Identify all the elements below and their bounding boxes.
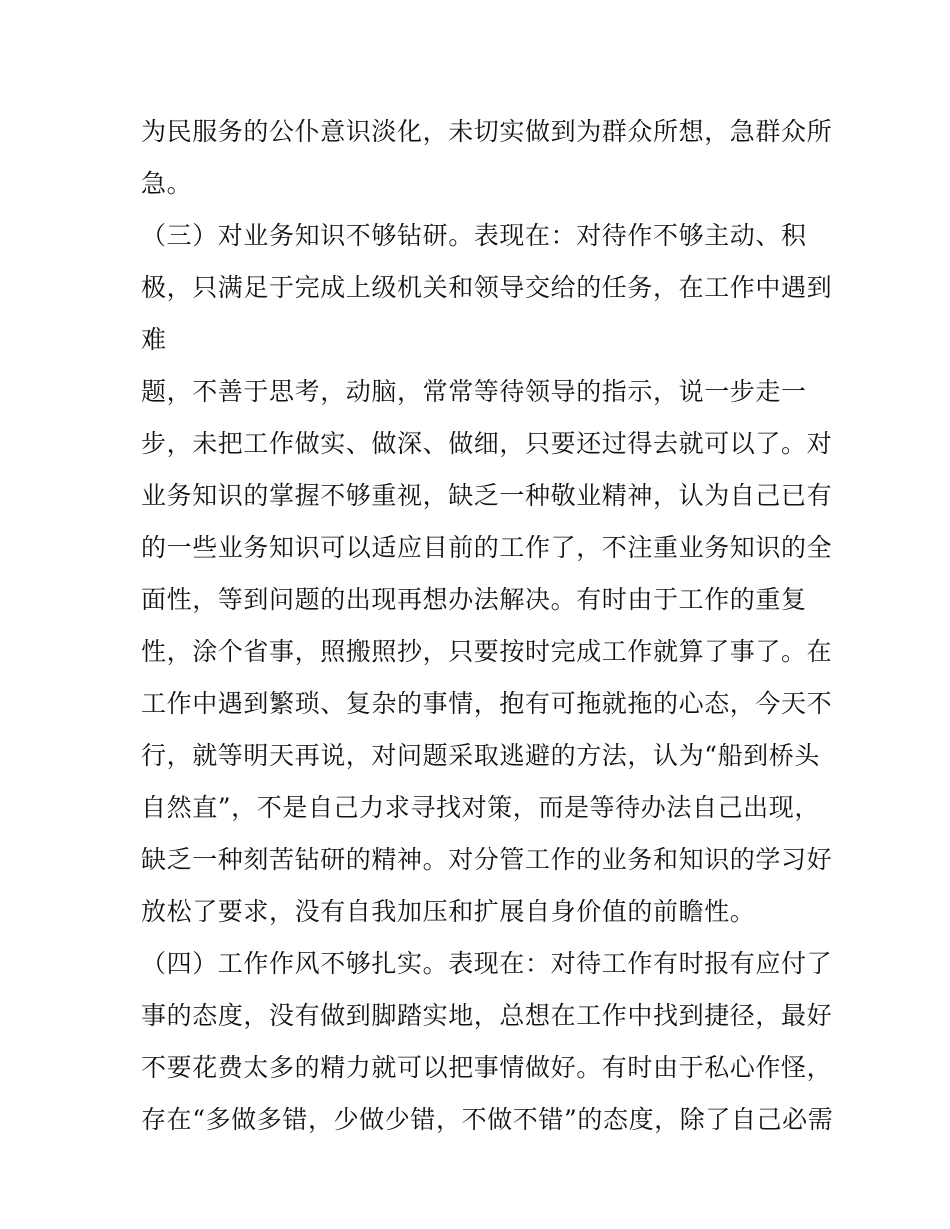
text-line: 的一些业务知识可以适应目前的工作了，不注重业务知识的全 [141,533,833,562]
text-line: 业务知识的掌握不够重视，缺乏一种敬业精神，认为自己已有 [141,481,833,510]
text-line: 工作中遇到繁琐、复杂的事情，抱有可拖就拖的心态，今天不 [141,689,833,718]
text-line: 存在“多做多错，少做少错，不做不错”的态度，除了自己必需 [141,1105,834,1134]
text-line: 事的态度，没有做到脚踏实地，总想在工作中找到捷径，最好 [141,1001,833,1030]
text-line: 难 [141,325,167,354]
text-line: 放松了要求，没有自我加压和扩展自身价值的前瞻性。 [141,897,756,926]
text-line: 题，不善于思考，动脑，常常等待领导的指示，说一步走一 [141,377,807,406]
text-line: 急。 [141,169,193,198]
text-line: 自然直”，不是自己力求寻找对策，而是等待办法自己出现， [141,793,820,822]
text-line: 行，就等明天再说，对问题采取逃避的方法，认为“船到桥头 [141,741,820,770]
text-line: （四）工作作风不够扎实。表现在：对待工作有时报有应付了 [141,949,833,978]
text-line: 性，涂个省事，照搬照抄，只要按时完成工作就算了事了。在 [141,637,833,666]
text-line: 步，未把工作做实、做深、做细，只要还过得去就可以了。对 [141,429,833,458]
body-text [141,106,834,1146]
text-line: 面性，等到问题的出现再想办法解决。有时由于工作的重复 [141,585,807,614]
text-line: 缺乏一种刻苦钻研的精神。对分管工作的业务和知识的学习好 [141,845,833,874]
text-line: （三）对业务知识不够钻研。表现在：对待作不够主动、积 [141,221,807,250]
text-line: 极，只满足于完成上级机关和领导交给的任务，在工作中遇到 [141,273,833,302]
text-line: 不要花费太多的精力就可以把事情做好。有时由于私心作怪， [141,1053,833,1082]
text-line: 为民服务的公仆意识淡化，未切实做到为群众所想，急群众所 [141,117,833,146]
